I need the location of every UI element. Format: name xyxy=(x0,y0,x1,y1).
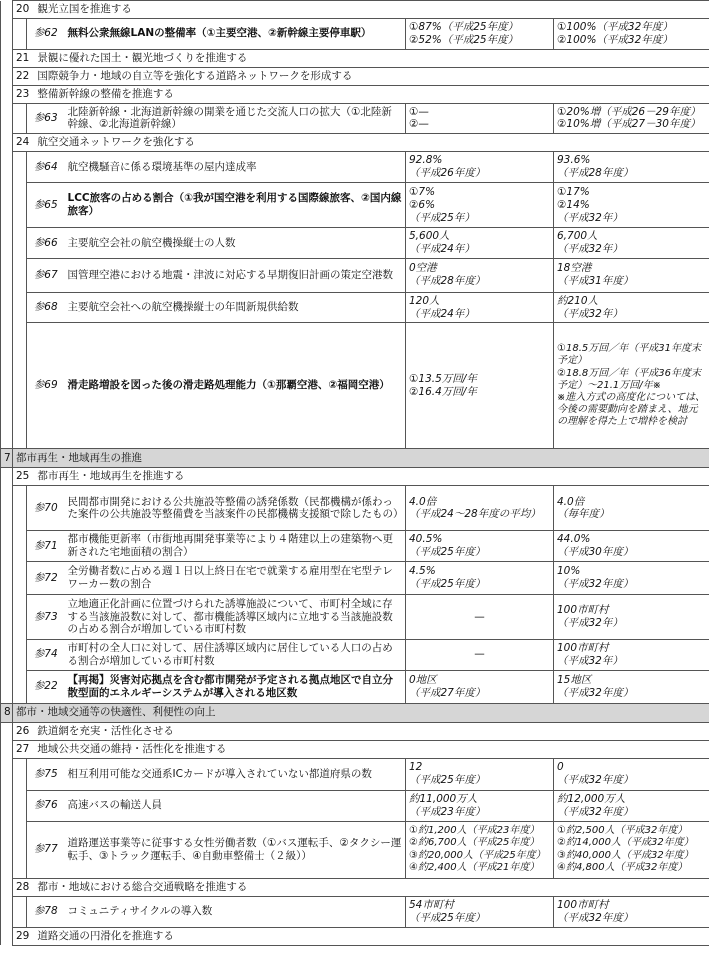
policy-number: 24 xyxy=(16,136,30,149)
indicator-ref: 参75 xyxy=(27,758,65,790)
indicator-row xyxy=(1,531,709,562)
policy-number: 26 xyxy=(16,724,30,737)
indent-cell xyxy=(1,19,13,50)
indicator-ref: 参66 xyxy=(27,228,65,259)
indicator-row xyxy=(1,258,709,292)
indent-cell xyxy=(13,531,27,562)
section-number: 7 xyxy=(1,449,13,468)
baseline-value: — xyxy=(406,639,554,670)
indent-cell xyxy=(13,258,27,292)
indent-cell xyxy=(1,896,13,927)
indent-cell xyxy=(1,103,13,134)
indent-cell xyxy=(13,19,27,50)
policy-number: 28 xyxy=(16,880,30,893)
indent-cell xyxy=(1,878,13,896)
indent-cell xyxy=(13,561,27,594)
policy-number: 25 xyxy=(16,470,30,483)
target-value: 10% （平成32年度） xyxy=(554,561,709,594)
policy-number: 29 xyxy=(16,929,30,942)
indicator-row xyxy=(1,758,709,790)
indent-cell xyxy=(1,670,13,703)
target-value: 6,700人 （平成32年） xyxy=(554,228,709,259)
policy-row xyxy=(1,134,709,152)
target-value: ①18.5万回／年（平成31年度末予定） ②18.8万回／年（平成36年度末予定）～21.1万回/年※ ※進入方式の高度化については、今後の需要動向を踏まえ、地元の理解を得た上で増枠を検討 xyxy=(554,323,709,449)
indicator-name: 高速バスの輸送人員 xyxy=(65,790,406,821)
policy-row xyxy=(1,878,709,896)
target-value: ①100%（平成32年度） ②100%（平成32年度） xyxy=(554,19,709,50)
baseline-value: 0地区 （平成27年度） xyxy=(406,670,554,703)
indent-cell xyxy=(1,639,13,670)
indent-cell xyxy=(13,152,27,183)
indicator-ref: 参68 xyxy=(27,292,65,323)
indicator-row xyxy=(1,323,709,449)
indicator-row xyxy=(1,103,709,134)
target-value: 100市町村 （平成32年） xyxy=(554,594,709,639)
policy-cell xyxy=(13,927,709,945)
indicator-ref: 参77 xyxy=(27,821,65,878)
target-value: ①17% ②14% （平成32年） xyxy=(554,183,709,228)
indent-cell xyxy=(13,639,27,670)
indent-cell xyxy=(13,228,27,259)
indent-cell xyxy=(13,594,27,639)
indicator-row xyxy=(1,896,709,927)
indicator-ref: 参69 xyxy=(27,323,65,449)
baseline-value: ①13.5万回/年 ②16.4万回/年 xyxy=(406,323,554,449)
indicator-name: 全労働者数に占める週１日以上終日在宅で就業する雇用型在宅型テレワーカー数の割合 xyxy=(65,561,406,594)
policy-title: 観光立国を推進する xyxy=(37,3,132,16)
indent-cell xyxy=(13,758,27,790)
indicator-ref: 参62 xyxy=(27,19,65,50)
target-value: 93.6% （平成28年度） xyxy=(554,152,709,183)
policy-row xyxy=(1,67,709,85)
indicator-ref: 参71 xyxy=(27,531,65,562)
indicator-name: 相互利用可能な交通系ICカードが導入されていない都道府県の数 xyxy=(65,758,406,790)
indicator-ref: 参64 xyxy=(27,152,65,183)
indicator-row xyxy=(1,228,709,259)
indicator-row xyxy=(1,594,709,639)
indicator-ref: 参76 xyxy=(27,790,65,821)
baseline-value: 120人 （平成24年） xyxy=(406,292,554,323)
indent-cell xyxy=(1,468,13,486)
policy-title: 地域公共交通の維持・活性化を推進する xyxy=(37,742,227,755)
indent-cell xyxy=(13,323,27,449)
baseline-value: ①87%（平成25年度） ②52%（平成25年度） xyxy=(406,19,554,50)
baseline-value: 約11,000万人 （平成23年度） xyxy=(406,790,554,821)
baseline-value: 40.5% （平成25年度） xyxy=(406,531,554,562)
indicator-name: コミュニティサイクルの導入数 xyxy=(65,896,406,927)
indent-cell xyxy=(13,103,27,134)
policy-cell xyxy=(13,740,709,758)
policy-row xyxy=(1,1,709,19)
policy-title: 航空交通ネットワークを強化する xyxy=(37,136,195,149)
policy-title: 鉄道網を充実・活性化させる xyxy=(37,724,174,737)
section-row xyxy=(1,449,709,468)
indicator-name: 国管理空港における地震・津波に対応する早期復旧計画の策定空港数 xyxy=(65,258,406,292)
policy-title: 景観に優れた国土・観光地づくりを推進する xyxy=(37,51,248,64)
baseline-value: 0空港 （平成28年度） xyxy=(406,258,554,292)
indent-cell xyxy=(1,927,13,945)
indicator-ref: 参63 xyxy=(27,103,65,134)
indent-cell xyxy=(1,1,13,19)
indent-cell xyxy=(1,531,13,562)
target-value: 44.0% （平成30年度） xyxy=(554,531,709,562)
policy-number: 23 xyxy=(16,87,30,100)
indicator-row xyxy=(1,821,709,878)
policy-cell xyxy=(13,722,709,740)
indent-cell xyxy=(1,790,13,821)
indicator-ref: 参22 xyxy=(27,670,65,703)
indicator-ref: 参65 xyxy=(27,183,65,228)
indent-cell xyxy=(1,740,13,758)
indicator-ref: 参73 xyxy=(27,594,65,639)
indicator-name: 無料公衆無線LANの整備率（①主要空港、②新幹線主要停車駅） xyxy=(65,19,406,50)
indicator-row xyxy=(1,152,709,183)
indent-cell xyxy=(1,561,13,594)
indicator-row xyxy=(1,670,709,703)
indent-cell xyxy=(1,292,13,323)
indent-cell xyxy=(1,152,13,183)
target-value: 約12,000万人 （平成32年度） xyxy=(554,790,709,821)
baseline-value: — xyxy=(406,594,554,639)
policy-cell xyxy=(13,85,709,103)
policy-cell xyxy=(13,468,709,486)
indent-cell xyxy=(1,183,13,228)
indent-cell xyxy=(1,85,13,103)
section-title: 都市再生・地域再生の推進 xyxy=(13,449,709,468)
indent-cell xyxy=(13,670,27,703)
baseline-value: 5,600人 （平成24年） xyxy=(406,228,554,259)
baseline-value: 4.0倍 （平成24～28年度の平均） xyxy=(406,486,554,531)
policy-number: 27 xyxy=(16,742,30,755)
target-value: 15地区 （平成32年度） xyxy=(554,670,709,703)
indicator-name: LCC旅客の占める割合（①我が国空港を利用する国際線旅客、②国内線旅客） xyxy=(65,183,406,228)
indent-cell xyxy=(1,134,13,152)
section-number: 8 xyxy=(1,703,13,722)
indent-cell xyxy=(1,821,13,878)
indicator-row xyxy=(1,19,709,50)
indicator-name: 航空機騒音に係る環境基準の屋内達成率 xyxy=(65,152,406,183)
indicator-name: 立地適正化計画に位置づけられた誘導施設について、市町村全域に存する当該施設数に対して、都市機能誘導区域内に立地する当該施設数の占める割合が増加している市町村数 xyxy=(65,594,406,639)
policy-row xyxy=(1,740,709,758)
indicator-name: 主要航空会社への航空機操縦士の年間新規供給数 xyxy=(65,292,406,323)
indent-cell xyxy=(13,183,27,228)
target-value: 100市町村 （平成32年） xyxy=(554,639,709,670)
policy-title: 道路交通の円滑化を推進する xyxy=(37,929,174,942)
indicator-ref: 参78 xyxy=(27,896,65,927)
policy-number: 21 xyxy=(16,51,30,64)
indicator-row xyxy=(1,790,709,821)
indicator-name: 都市機能更新率（市街地再開発事業等により４階建以上の建築物へ更新された宅地面積の割合） xyxy=(65,531,406,562)
indent-cell xyxy=(13,292,27,323)
indicator-ref: 参67 xyxy=(27,258,65,292)
policy-cell xyxy=(13,878,709,896)
policy-cell xyxy=(13,67,709,85)
indent-cell xyxy=(1,323,13,449)
policy-row xyxy=(1,85,709,103)
indent-cell xyxy=(1,228,13,259)
indicator-name: 【再掲】災害対応拠点を含む都市開発が予定される拠点地区で自立分散型面的エネルギーシステムが導入される地区数 xyxy=(65,670,406,703)
indicator-name: 滑走路増設を図った後の滑走路処理能力（①那覇空港、②福岡空港） xyxy=(65,323,406,449)
target-value: ①約2,500人（平成32年度） ②約14,000人（平成32年度） ③約40,000人（平成32年度） ④約4,800人（平成32年度） xyxy=(554,821,709,878)
policy-cell xyxy=(13,1,709,19)
target-value: 約210人 （平成32年） xyxy=(554,292,709,323)
baseline-value: ①7% ②6% （平成25年） xyxy=(406,183,554,228)
indent-cell xyxy=(1,49,13,67)
indicator-name: 主要航空会社の航空機操縦士の人数 xyxy=(65,228,406,259)
policy-title: 国際競争力・地域の自立等を強化する道路ネットワークを形成する xyxy=(37,69,353,82)
indicator-row xyxy=(1,486,709,531)
baseline-value: 12 （平成25年度） xyxy=(406,758,554,790)
baseline-value: 92.8% （平成26年度） xyxy=(406,152,554,183)
policy-title: 整備新幹線の整備を推進する xyxy=(37,87,174,100)
indicator-name: 道路運送事業等に従事する女性労働者数（①バス運転手、②タクシー運転手、③トラック運転手、④自動車整備士（２級）） xyxy=(65,821,406,878)
baseline-value: ①約1,200人（平成23年度） ②約6,700人（平成25年度） ③約20,000人（平成25年度） ④約2,400人（平成21年度） xyxy=(406,821,554,878)
policy-number: 20 xyxy=(16,3,30,16)
indicator-name: 民間都市開発における公共施設等整備の誘発係数（民都機構が係わった案件の公共施設等整備費を当該案件の民都機構支援額で除したもの） xyxy=(65,486,406,531)
indent-cell xyxy=(13,486,27,531)
indicator-row xyxy=(1,561,709,594)
policy-number: 22 xyxy=(16,69,30,82)
target-value: ①20%増（平成26－29年度） ②10%増（平成27－30年度） xyxy=(554,103,709,134)
target-value: 0 （平成32年度） xyxy=(554,758,709,790)
policy-row xyxy=(1,927,709,945)
indent-cell xyxy=(1,722,13,740)
section-row xyxy=(1,703,709,722)
indicator-row xyxy=(1,292,709,323)
policy-cell xyxy=(13,49,709,67)
baseline-value: ①— ②— xyxy=(406,103,554,134)
indent-cell xyxy=(1,486,13,531)
indent-cell xyxy=(1,258,13,292)
policy-title: 都市再生・地域再生を推進する xyxy=(37,470,185,483)
policy-row xyxy=(1,722,709,740)
baseline-value: 54市町村 （平成25年度） xyxy=(406,896,554,927)
indicator-ref: 参74 xyxy=(27,639,65,670)
policy-row xyxy=(1,468,709,486)
target-value: 18空港 （平成31年度） xyxy=(554,258,709,292)
indicator-name: 北陸新幹線・北海道新幹線の開業を通じた交流人口の拡大（①北陸新幹線、②北海道新幹線） xyxy=(65,103,406,134)
indicator-ref: 参70 xyxy=(27,486,65,531)
indent-cell xyxy=(1,67,13,85)
indicator-row xyxy=(1,183,709,228)
policy-cell xyxy=(13,134,709,152)
indent-cell xyxy=(13,896,27,927)
target-value: 4.0倍 （毎年度） xyxy=(554,486,709,531)
indent-cell xyxy=(1,758,13,790)
indicator-name: 市町村の全人口に対して、居住誘導区域内に居住している人口の占める割合が増加している市町村数 xyxy=(65,639,406,670)
target-value: 100市町村 （平成32年度） xyxy=(554,896,709,927)
policy-title: 都市・地域における総合交通戦略を推進する xyxy=(37,880,248,893)
indent-cell xyxy=(13,821,27,878)
indicator-ref: 参72 xyxy=(27,561,65,594)
indicator-row xyxy=(1,639,709,670)
baseline-value: 4.5% （平成25年度） xyxy=(406,561,554,594)
indent-cell xyxy=(1,594,13,639)
section-title: 都市・地域交通等の快適性、利便性の向上 xyxy=(13,703,709,722)
policy-row xyxy=(1,49,709,67)
indent-cell xyxy=(13,790,27,821)
